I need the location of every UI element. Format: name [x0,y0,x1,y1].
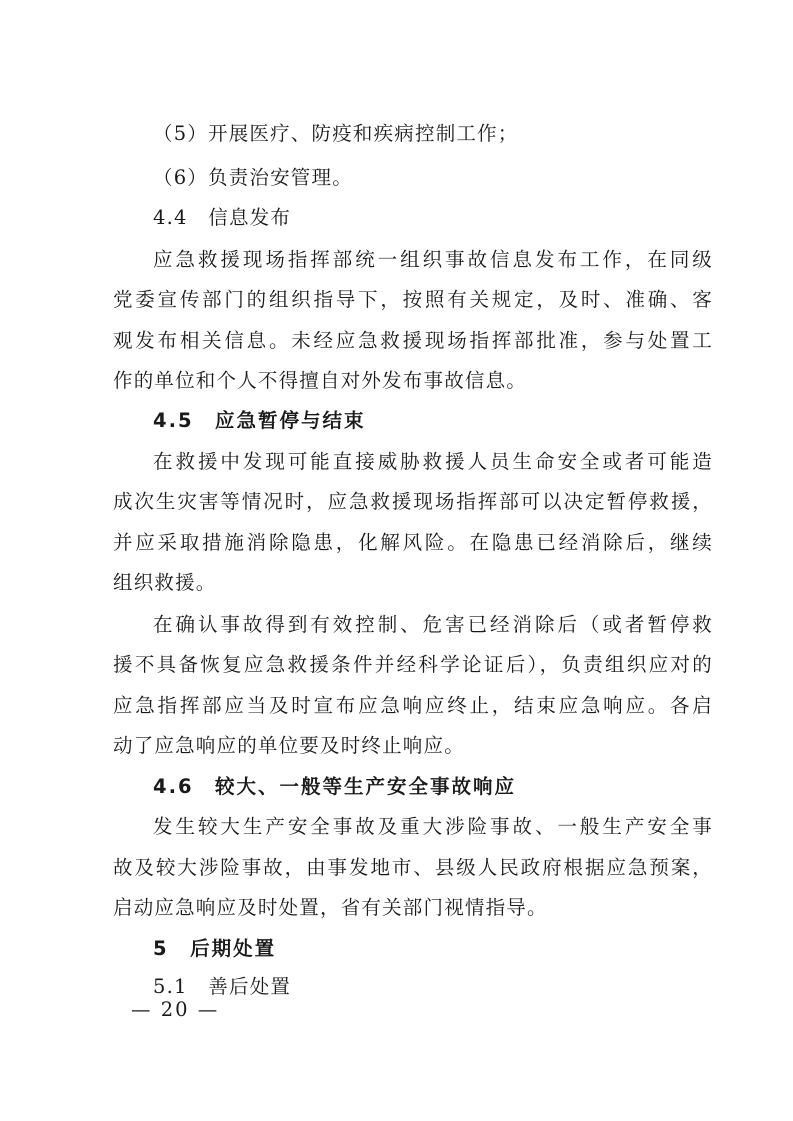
paragraph-line: 应急指挥部应当及时宣布应急响应终止，结束应急响应。各启 [113,694,713,717]
paragraph-line: 启动应急响应及时处置，省有关部门视情指导。 [113,896,548,919]
list-item-5: （5）开展医疗、防疫和疾病控制工作； [153,122,519,145]
paragraph-line: 发生较大生产安全事故及重大涉险事故、一般生产安全事 [153,815,713,838]
paragraph-line: 故及较大涉险事故，由事发地市、县级人民政府根据应急预案， [113,856,713,879]
paragraph-line: 并应采取措施消除隐患，化解风险。在隐患已经消除后，继续 [113,531,713,554]
paragraph-line: 组织救援。 [113,571,217,594]
paragraph-line: 援不具备恢复应急救援条件并经科学论证后），负责组织应对的 [113,653,713,676]
list-item-6: （6）负责治安管理。 [153,166,353,189]
paragraph-line: 作的单位和个人不得擅自对外发布事故信息。 [113,369,528,392]
paragraph-line: 在确认事故得到有效控制、危害已经消除后（或者暂停救 [153,613,713,636]
paragraph-line: 动了应急响应的单位要及时终止响应。 [113,734,465,757]
section-heading-4-4: 4.4 信息发布 [153,206,292,229]
page-number: — 20 — [131,998,220,1021]
paragraph-line: 成次生灾害等情况时，应急救援现场指挥部可以决定暂停救援， [113,490,713,513]
paragraph-line: 党委宣传部门的组织指导下，按照有关规定，及时、准确、客 [113,288,713,311]
section-heading-5: 5 后期处置 [153,937,277,960]
section-heading-4-6: 4.6 较大、一般等生产安全事故响应 [153,775,517,798]
paragraph-line: 应急救援现场指挥部统一组织事故信息发布工作，在同级 [153,248,713,271]
paragraph-line: 观发布相关信息。未经应急救援现场指挥部批准，参与处置工 [113,329,713,352]
paragraph-line: 在救援中发现可能直接威胁救援人员生命安全或者可能造 [153,450,713,473]
section-heading-5-1: 5.1 善后处置 [153,975,292,998]
section-heading-4-5: 4.5 应急暂停与结束 [153,409,366,432]
